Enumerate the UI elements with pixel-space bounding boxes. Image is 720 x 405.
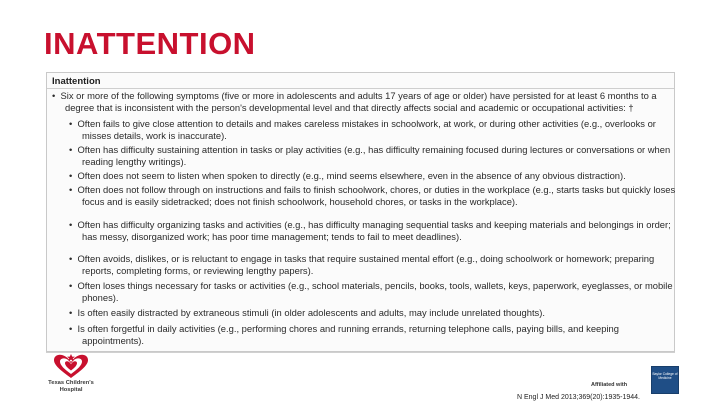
- symptom-item: [69, 323, 682, 347]
- symptom-text: Often fails to give close attention to details and makes careless mistakes in schoolwork, at work, or during other activities (e.g., overlooks or misses details, work is inaccurate).: [77, 118, 656, 141]
- symptom-item: [69, 253, 682, 277]
- symptom-text: Often does not seem to listen when spoken to directly (e.g., mind seems elsewhere, even in the absence of any obvious distraction).: [77, 170, 626, 181]
- slide-title: INATTENTION: [44, 26, 256, 61]
- baylor-college-of-medicine-logo: [651, 366, 679, 394]
- symptom-text: Often does not follow through on instructions and fails to finish schoolwork, chores, or duties in the workplace (e.g., starts tasks but quickly loses focus and is easily sidetracked; does not finish schoolwork, household chores, or tasks in the workplace).: [77, 184, 676, 207]
- symptom-item: [69, 307, 682, 319]
- citation: N Engl J Med 2013;369(20):1935-1944.: [517, 394, 640, 401]
- symptom-item: [69, 144, 682, 168]
- symptom-text: Is often forgetful in daily activities (e.g., performing chores and running errands, returning telephone calls, paying bills, and keeping appointments).: [77, 323, 619, 346]
- symptom-item: [69, 118, 682, 142]
- affiliated-label: Affiliated with: [591, 382, 628, 388]
- table-header: Inattention: [52, 76, 101, 87]
- symptom-bullet: •: [69, 253, 73, 264]
- symptom-bullet: •: [69, 144, 73, 155]
- texas-childrens-hospital-logo: [36, 354, 106, 399]
- symptom-bullet: •: [69, 170, 73, 181]
- symptom-bullet: •: [69, 280, 73, 291]
- header-divider: [47, 88, 674, 89]
- symptom-text: Often has difficulty organizing tasks and activities (e.g., has difficulty managing sequential tasks and keeping materials and belongings in order; has messy, disorganized work; has poor time management; tends to fail to meet deadlines).: [77, 219, 671, 242]
- intro-text: Six or more of the following symptoms (five or more in adolescents and adults 17 years of age or older) have persisted for at least 6 months to a degree that is inconsistent with the person's developmental level and that directly affects social and academic or occupational activities: †: [60, 90, 657, 113]
- symptom-item: [69, 170, 682, 182]
- symptom-text: Often loses things necessary for tasks or activities (e.g., school materials, pencils, books, tools, wallets, keys, paperwork, eyeglasses, or mobile phones).: [77, 280, 673, 303]
- symptom-bullet: •: [69, 118, 73, 129]
- symptom-text: Often avoids, dislikes, or is reluctant to engage in tasks that require sustained mental effort (e.g., doing schoolwork or homework; preparing reports, completing forms, or reviewing lengthy papers).: [77, 253, 655, 276]
- symptom-text: Is often easily distracted by extraneous stimuli (in older adolescents and adults, may include unrelated thoughts).: [77, 307, 545, 318]
- symptom-text: Often has difficulty sustaining attention in tasks or play activities (e.g., has difficulty remaining focused during lectures or conversations or when reading lengthy writings).: [77, 144, 671, 167]
- left-logo-label: Texas Children's Hospital: [48, 380, 94, 393]
- symptom-item: [69, 219, 682, 243]
- symptom-bullet: •: [69, 323, 73, 334]
- symptom-bullet: •: [69, 307, 73, 318]
- criteria-intro: [52, 90, 680, 114]
- symptom-bullet: •: [69, 184, 73, 195]
- symptom-bullet: •: [69, 219, 73, 230]
- symptom-item: [69, 280, 682, 304]
- footer-divider: [46, 352, 675, 353]
- right-logo-label: Baylor College of Medicine: [652, 372, 678, 380]
- heart-star-icon: [36, 354, 106, 380]
- symptoms-table: [46, 72, 675, 352]
- intro-bullet: •: [52, 90, 56, 101]
- symptom-item: [69, 184, 682, 208]
